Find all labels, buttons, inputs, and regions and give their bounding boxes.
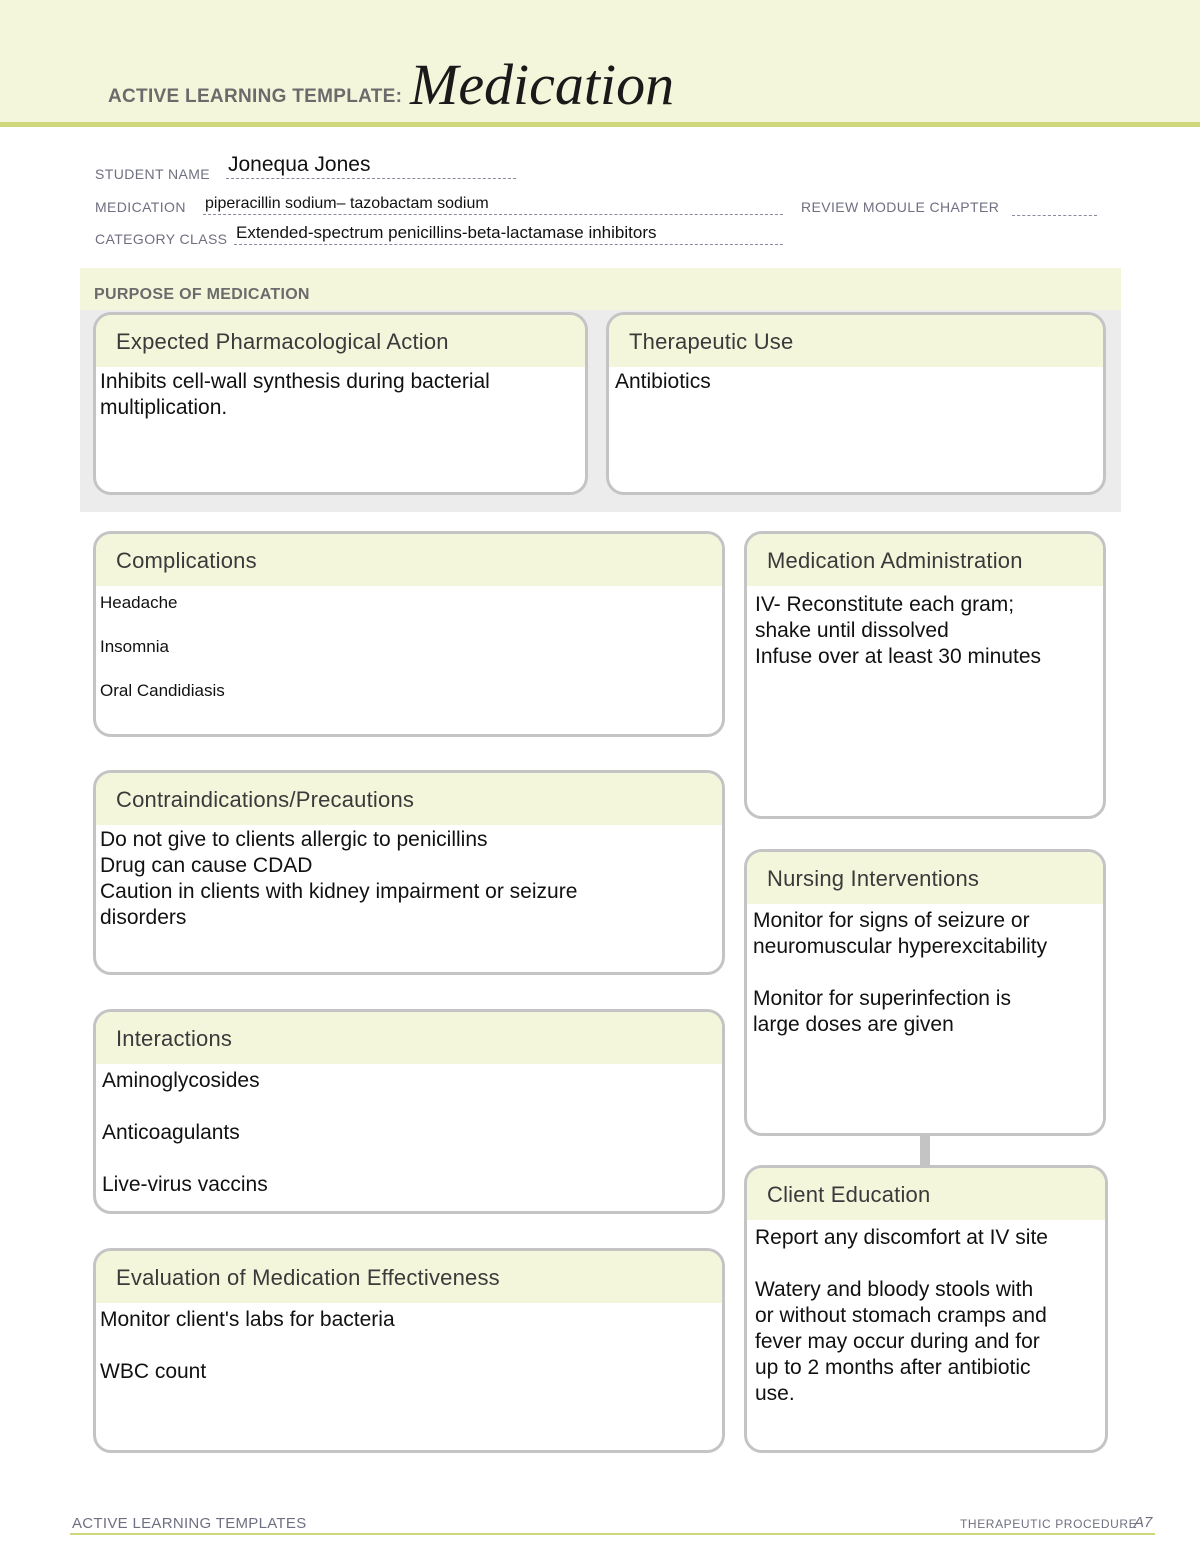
- text-line: [102, 1146, 714, 1172]
- administration-header: [747, 534, 1103, 586]
- expected-action-title: Expected Pharmacological Action: [116, 329, 449, 354]
- student-name-field[interactable]: [226, 153, 516, 179]
- therapeutic-use-text: [615, 369, 1095, 395]
- contraindications-title: Contraindications/Precautions: [116, 787, 415, 812]
- text-line: shake until dissolved: [755, 619, 949, 642]
- text-line: Monitor client's labs for bacteria: [100, 1308, 395, 1331]
- student-name-label: STUDENT NAME: [95, 166, 210, 182]
- text-line: Inhibits cell-wall synthesis during bacterial: [100, 370, 490, 393]
- text-line: Headache: [100, 593, 178, 612]
- text-line: Monitor for signs of seizure or: [753, 909, 1030, 932]
- evaluation-title: Evaluation of Medication Effectiveness: [116, 1265, 500, 1290]
- nursing-interventions-text: [753, 908, 1095, 1038]
- review-module-label: REVIEW MODULE CHAPTER: [801, 199, 1000, 215]
- student-name-value: Jonequa Jones: [228, 153, 371, 176]
- text-line: large doses are given: [753, 1013, 954, 1036]
- category-class-field[interactable]: [234, 223, 783, 245]
- footer-divider: [70, 1533, 1155, 1535]
- medication-field[interactable]: [203, 196, 783, 215]
- expected-action-header: [96, 315, 585, 367]
- text-line: or without stomach cramps and: [755, 1304, 1047, 1327]
- text-line: Do not give to clients allergic to penicillins: [100, 828, 488, 851]
- footer-section: THERAPEUTIC PROCEDURE: [960, 1517, 1138, 1531]
- evaluation-header: [96, 1251, 722, 1303]
- text-line: neuromuscular hyperexcitability: [753, 935, 1048, 958]
- text-line: Antibiotics: [615, 370, 711, 393]
- interactions-title: Interactions: [116, 1026, 233, 1051]
- text-line: disorders: [100, 906, 187, 929]
- interactions-text: [102, 1068, 714, 1198]
- interactions-header: [96, 1012, 722, 1064]
- text-line: [755, 1251, 1097, 1277]
- complications-box[interactable]: [93, 531, 725, 737]
- contraindications-text: [100, 827, 714, 931]
- administration-title: Medication Administration: [767, 548, 1023, 573]
- text-line: Live-virus vaccins: [102, 1173, 268, 1196]
- nursing-interventions-header: [747, 852, 1103, 904]
- text-line: Aminoglycosides: [102, 1069, 260, 1092]
- text-line: Oral Candidiasis: [100, 681, 225, 700]
- contraindications-box[interactable]: [93, 770, 725, 975]
- medication-value: piperacillin sodium– tazobactam sodium: [205, 195, 489, 212]
- review-module-field[interactable]: [1012, 197, 1097, 216]
- client-education-header: [747, 1168, 1105, 1220]
- expected-action-box[interactable]: [93, 312, 588, 495]
- header-banner: [0, 0, 1200, 127]
- nursing-interventions-title: Nursing Interventions: [767, 866, 980, 891]
- nursing-interventions-box[interactable]: [744, 849, 1106, 1136]
- box-connector: [920, 1135, 930, 1165]
- interactions-box[interactable]: [93, 1009, 725, 1214]
- text-line: Watery and bloody stools with: [755, 1278, 1034, 1301]
- text-line: [753, 960, 1095, 986]
- purpose-title: PURPOSE OF MEDICATION: [94, 286, 310, 303]
- page-title: Medication: [410, 52, 675, 117]
- complications-title: Complications: [116, 548, 257, 573]
- administration-text: [755, 592, 1095, 670]
- category-class-value: Extended-spectrum penicillins-beta-lactamase inhibitors: [236, 223, 657, 242]
- client-education-title: Client Education: [767, 1182, 931, 1207]
- contraindications-header: [96, 773, 722, 825]
- client-education-text: [755, 1225, 1097, 1407]
- text-line: Caution in clients with kidney impairment or seizure: [100, 880, 578, 903]
- text-line: multiplication.: [100, 396, 228, 419]
- medication-label: MEDICATION: [95, 199, 186, 215]
- text-line: Drug can cause CDAD: [100, 854, 313, 877]
- text-line: Anticoagulants: [102, 1121, 240, 1144]
- text-line: Monitor for superinfection is: [753, 987, 1011, 1010]
- purpose-header: [80, 268, 1121, 310]
- client-education-box[interactable]: [744, 1165, 1108, 1453]
- evaluation-text: [100, 1307, 714, 1385]
- page-number: A7: [1134, 1514, 1153, 1531]
- text-line: [100, 1333, 714, 1359]
- text-line: [102, 1094, 714, 1120]
- text-line: Infuse over at least 30 minutes: [755, 645, 1041, 668]
- text-line: IV- Reconstitute each gram;: [755, 593, 1015, 616]
- text-line: WBC count: [100, 1360, 207, 1383]
- footer-title: ACTIVE LEARNING TEMPLATES: [72, 1515, 307, 1532]
- text-line: fever may occur during and for: [755, 1330, 1040, 1353]
- text-line: use.: [755, 1382, 795, 1405]
- therapeutic-use-title: Therapeutic Use: [629, 329, 794, 354]
- evaluation-box[interactable]: [93, 1248, 725, 1453]
- expected-action-text: [100, 369, 577, 421]
- therapeutic-use-box[interactable]: [606, 312, 1106, 495]
- complications-text: [100, 592, 714, 724]
- text-line: up to 2 months after antibiotic: [755, 1356, 1031, 1379]
- complications-header: [96, 534, 722, 586]
- therapeutic-use-header: [609, 315, 1103, 367]
- text-line: Insomnia: [100, 637, 169, 656]
- administration-box[interactable]: [744, 531, 1106, 819]
- text-line: Report any discomfort at IV site: [755, 1226, 1048, 1249]
- category-class-label: CATEGORY CLASS: [95, 231, 228, 247]
- template-label: ACTIVE LEARNING TEMPLATE:: [108, 86, 403, 107]
